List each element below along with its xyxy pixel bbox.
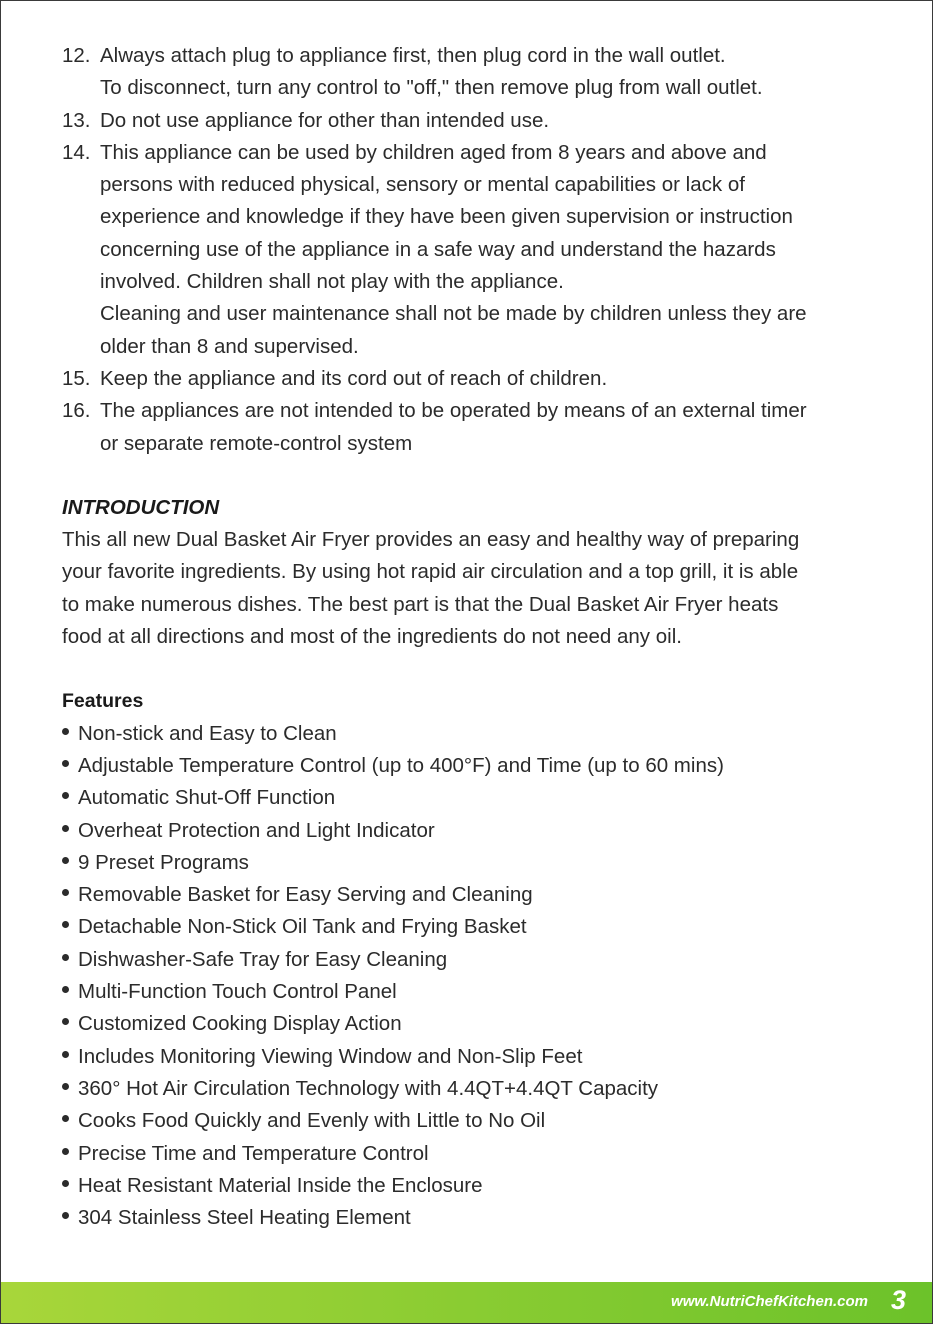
feature-label: Removable Basket for Easy Serving and Cleaning — [78, 883, 533, 907]
instruction-continuation-line: To disconnect, turn any control to "off," then remove plug from wall outlet. — [100, 76, 763, 100]
feature-item — [62, 1073, 882, 1105]
bullet-icon — [62, 792, 69, 799]
feature-item — [62, 1202, 882, 1234]
features-list — [62, 718, 882, 1235]
instruction-item — [62, 395, 882, 427]
feature-item — [62, 1041, 882, 1073]
bullet-icon — [62, 1148, 69, 1155]
feature-label: Customized Cooking Display Action — [78, 1012, 402, 1036]
instruction-continuation-line: involved. Children shall not play with the appliance. — [100, 270, 564, 294]
feature-item — [62, 1105, 882, 1137]
instruction-continuation-line: or separate remote-control system — [100, 431, 413, 455]
instruction-line: Do not use appliance for other than intended use. — [100, 108, 550, 132]
instruction-continuation-line: older than 8 and supervised. — [100, 334, 359, 358]
bullet-icon — [62, 760, 69, 767]
introduction-paragraph — [62, 524, 882, 653]
bullet-icon — [62, 1051, 69, 1058]
instruction-number: 14. — [62, 140, 91, 164]
instruction-number: 15. — [62, 366, 91, 390]
feature-label: Multi-Function Touch Control Panel — [78, 980, 397, 1004]
bullet-icon — [62, 986, 69, 993]
instruction-item — [62, 105, 882, 137]
footer-bar — [1, 1282, 932, 1323]
instruction-number: 13. — [62, 108, 91, 132]
feature-item — [62, 911, 882, 943]
bullet-icon — [62, 954, 69, 961]
feature-item — [62, 782, 882, 814]
feature-item — [62, 1008, 882, 1040]
feature-label: Overheat Protection and Light Indicator — [78, 818, 435, 842]
introduction-line: food at all directions and most of the ingredients do not need any oil. — [62, 625, 682, 649]
feature-label: Includes Monitoring Viewing Window and Non-Slip Feet — [78, 1044, 583, 1068]
feature-item — [62, 944, 882, 976]
feature-label: 9 Preset Programs — [78, 850, 249, 874]
instruction-line: Always attach plug to appliance first, then plug cord in the wall outlet. — [100, 44, 726, 67]
instruction-continuation-line: experience and knowledge if they have been given supervision or instruction — [100, 205, 793, 229]
introduction-line: your favorite ingredients. By using hot rapid air circulation and a top grill, it is able — [62, 560, 799, 584]
bullet-icon — [62, 825, 69, 832]
bullet-icon — [62, 889, 69, 896]
instruction-item — [62, 40, 882, 72]
bullet-icon — [62, 1115, 69, 1122]
bullet-icon — [62, 1083, 69, 1090]
feature-item — [62, 1138, 882, 1170]
instruction-continuation-line: persons with reduced physical, sensory or mental capabilities or lack of — [100, 173, 745, 197]
feature-label: Cooks Food Quickly and Evenly with Little to No Oil — [78, 1109, 546, 1133]
instruction-continuation-line: concerning use of the appliance in a safe way and understand the hazards — [100, 237, 776, 261]
feature-item — [62, 815, 882, 847]
instruction-item — [62, 137, 882, 169]
instruction-line: This appliance can be used by children aged from 8 years and above and — [100, 140, 767, 164]
features-heading: Features — [62, 690, 144, 713]
introduction-line: This all new Dual Basket Air Fryer provides an easy and healthy way of preparing — [62, 528, 800, 552]
feature-item — [62, 718, 882, 750]
instruction-item — [62, 363, 882, 395]
bullet-icon — [62, 921, 69, 928]
bullet-icon — [62, 1212, 69, 1219]
instruction-line: Keep the appliance and its cord out of reach of children. — [100, 366, 608, 390]
bullet-icon — [62, 1180, 69, 1187]
bullet-icon — [62, 1018, 69, 1025]
feature-label: Precise Time and Temperature Control — [78, 1141, 429, 1165]
introduction-heading: INTRODUCTION — [62, 495, 220, 519]
instruction-number: 16. — [62, 399, 91, 423]
feature-item — [62, 847, 882, 879]
feature-label: 360° Hot Air Circulation Technology with 4.4QT+4.4QT Capacity — [78, 1076, 659, 1100]
feature-item — [62, 1170, 882, 1202]
feature-item — [62, 750, 882, 782]
bullet-icon — [62, 728, 69, 735]
instruction-number: 12. — [62, 44, 91, 67]
footer-url[interactable]: www.NutriChefKitchen.com — [671, 1293, 868, 1310]
feature-item — [62, 879, 882, 911]
feature-label: Detachable Non-Stick Oil Tank and Frying Basket — [78, 915, 527, 939]
feature-label: 304 Stainless Steel Heating Element — [78, 1206, 411, 1230]
feature-label: Heat Resistant Material Inside the Enclosure — [78, 1173, 483, 1197]
feature-label: Non-stick and Easy to Clean — [78, 721, 337, 745]
document-body — [62, 40, 882, 1234]
feature-item — [62, 976, 882, 1008]
bullet-icon — [62, 857, 69, 864]
instruction-line: The appliances are not intended to be operated by means of an external timer — [100, 399, 807, 423]
feature-label: Adjustable Temperature Control (up to 400°F) and Time (up to 60 mins) — [78, 753, 724, 777]
page-number: 3 — [890, 1285, 906, 1315]
introduction-line: to make numerous dishes. The best part is that the Dual Basket Air Fryer heats — [62, 592, 779, 616]
instructions-list — [62, 40, 882, 460]
instruction-continuation-line: Cleaning and user maintenance shall not be made by children unless they are — [100, 302, 807, 326]
feature-label: Automatic Shut-Off Function — [78, 786, 336, 810]
feature-label: Dishwasher-Safe Tray for Easy Cleaning — [78, 947, 448, 971]
